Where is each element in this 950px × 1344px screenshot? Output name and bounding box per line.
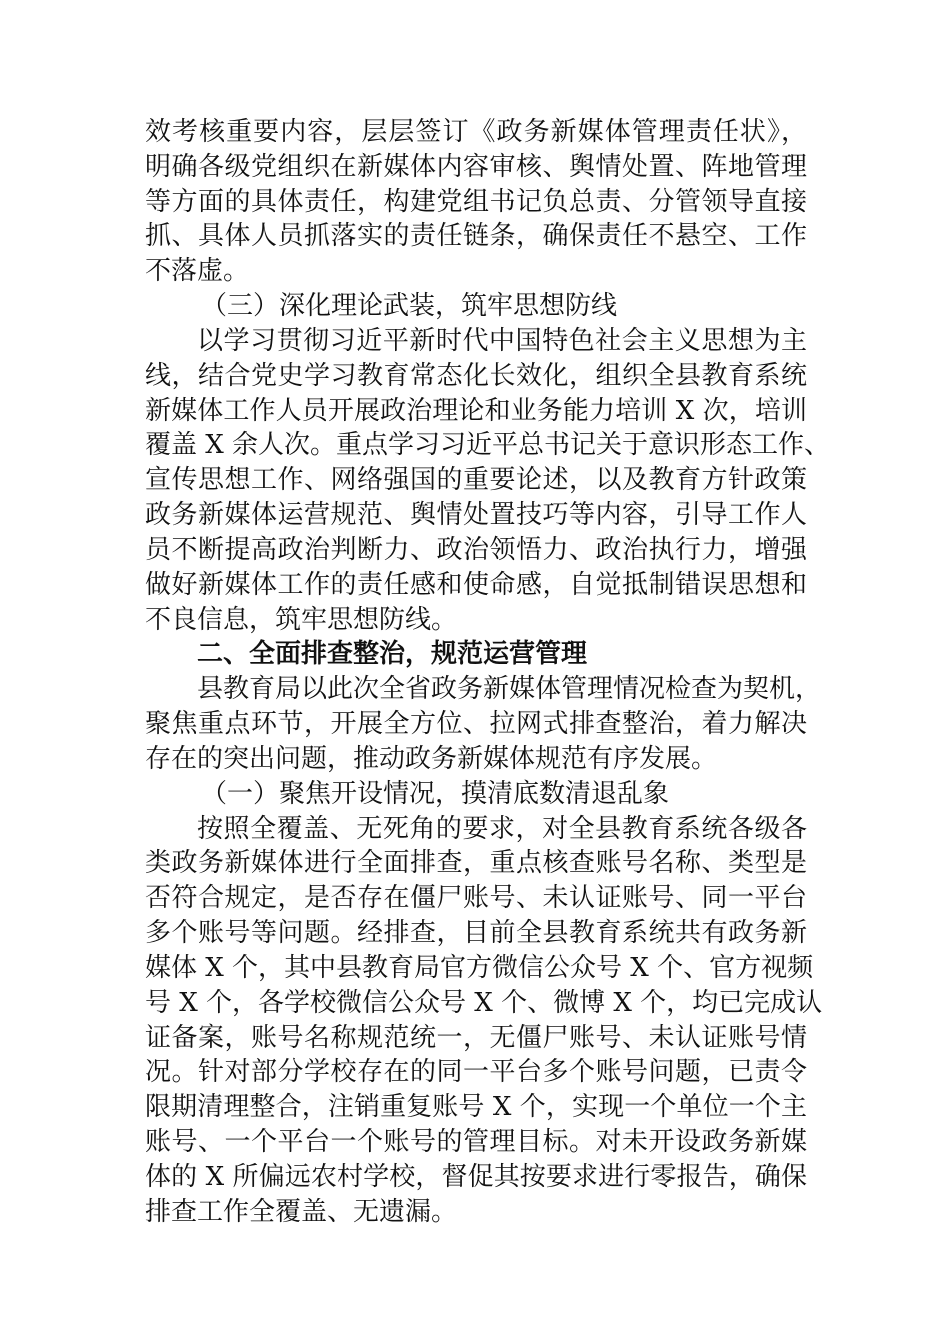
text-line: 覆盖 X 余人次。重点学习习近平总书记关于意识形态工作、 [145,430,831,461]
text-line: 员不断提高政治判断力、政治领悟力、政治执行力，增强 [145,534,807,565]
text-line: 以学习贯彻习近平新时代中国特色社会主义思想为主 [197,325,807,356]
text-line: 排查工作全覆盖、无遗漏。 [145,1196,458,1227]
text-line: （三）深化理论武装，筑牢思想防线 [201,291,618,322]
text-line: 账号、一个平台一个账号的管理目标。对未开设政务新媒 [145,1127,807,1158]
text-line: 不落虚。 [145,256,250,287]
text-line: 限期清理整合，注销重复账号 X 个，实现一个单位一个主 [145,1092,807,1123]
text-line: 新媒体工作人员开展政治理论和业务能力培训 X 次，培训 [145,395,807,426]
text-line: 体的 X 所偏远农村学校，督促其按要求进行零报告，确保 [145,1161,807,1192]
text-line: 存在的突出问题，推动政务新媒体规范有序发展。 [145,743,718,774]
text-line: 聚焦重点环节，开展全方位、拉网式排查整治，着力解决 [145,709,807,740]
text-line: 等方面的具体责任，构建党组书记负总责、分管领导直接 [145,186,807,217]
text-line: 类政务新媒体进行全面排查，重点核查账号名称、类型是 [145,848,807,879]
text-line: 多个账号等问题。经排查，目前全县教育系统共有政务新 [145,918,807,949]
text-line: 否符合规定，是否存在僵尸账号、未认证账号、同一平台 [145,883,807,914]
text-line: 县教育局以此次全省政务新媒体管理情况检查为契机， [197,674,822,705]
text-line: 线，结合党史学习教育常态化长效化，组织全县教育系统 [145,360,807,391]
text-line: 况。针对部分学校存在的同一平台多个账号问题，已责令 [145,1057,807,1088]
text-line: 号 X 个，各学校微信公众号 X 个、微博 X 个，均已完成认 [145,987,823,1018]
text-line: 明确各级党组织在新媒体内容审核、舆情处置、阵地管理 [145,151,807,182]
paragraph [145,324,831,637]
text-line: 宣传思想工作、网络强国的重要论述，以及教育方针政策 [145,465,807,496]
subsection-heading [145,289,807,324]
subsection-heading [145,777,807,812]
text-line: 不良信息，筑牢思想防线。 [145,604,458,635]
text-line: 证备案，账号名称规范统一，无僵尸账号、未认证账号情 [145,1022,807,1053]
paragraph [145,115,807,289]
text-line: 做好新媒体工作的责任感和使命感，自觉抵制错误思想和 [145,569,807,600]
text-line: 按照全覆盖、无死角的要求，对全县教育系统各级各 [197,813,807,844]
text-line: 效考核重要内容，层层签订《政务新媒体管理责任状》， [145,117,807,147]
section-heading [145,637,807,672]
paragraph [145,672,822,776]
paragraph [145,812,823,1230]
text-line: （一）聚焦开设情况，摸清底数清退乱象 [201,778,670,809]
text-line: 政务新媒体运营规范、舆情处置技巧等内容，引导工作人 [145,500,807,531]
text-line: 二、全面排查整治，规范运营管理 [197,639,588,670]
document-page [145,115,831,1230]
text-line: 媒体 X 个，其中县教育局官方微信公众号 X 个、官方视频 [145,952,814,983]
text-line: 抓、具体人员抓落实的责任链条，确保责任不悬空、工作 [145,221,807,252]
